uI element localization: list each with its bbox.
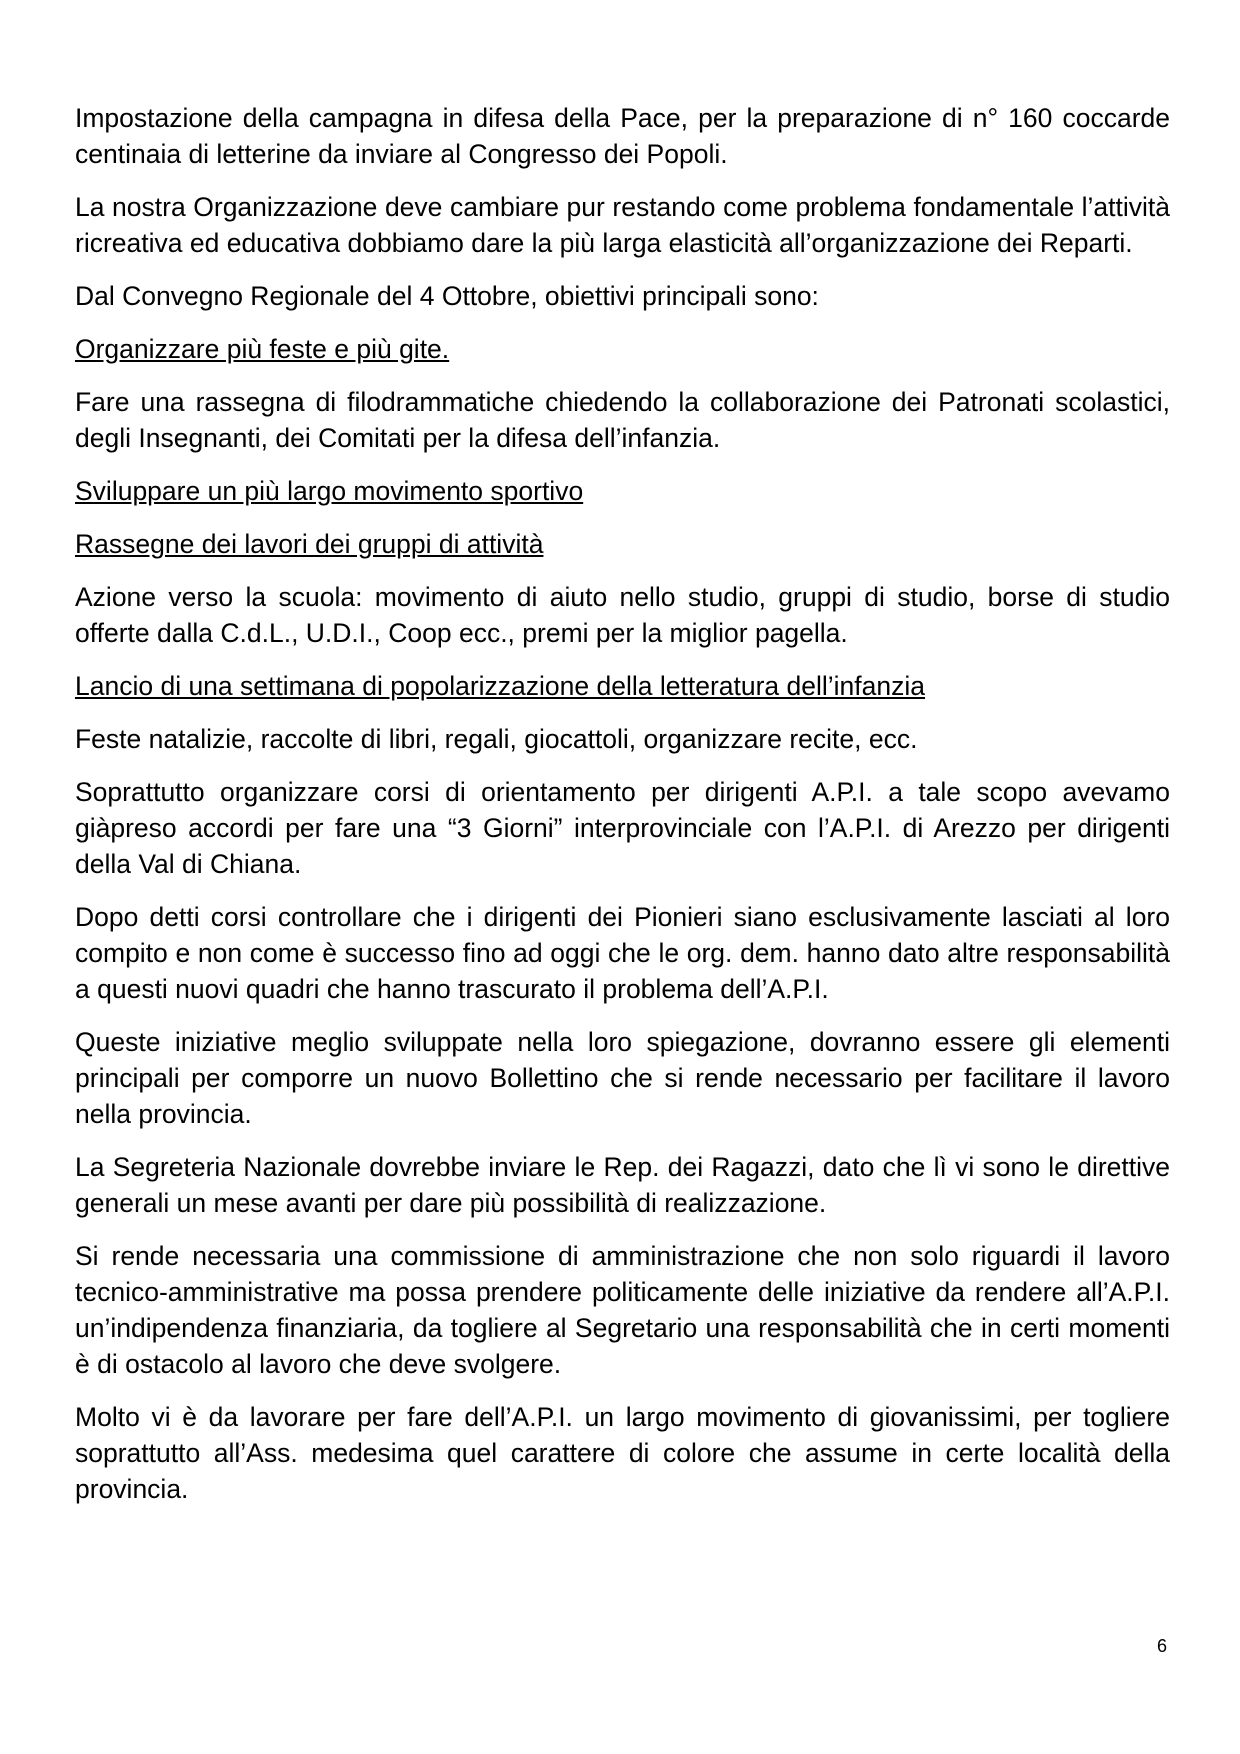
objective-letteratura: Lancio di una settimana di popolarizzazione della letteratura dell’infanzia [75, 671, 926, 701]
paragraph-commissione: Si rende necessaria una commissione di amministrazione che non solo riguardi il lavoro tecnico-amministrative ma possa prendere politicamente delle iniziative da rendere all’A.P.I. un’indipendenza finanziaria, da togliere al Segretario una responsabilità che in certi momenti è di ostacolo al lavoro che deve svolgere. [75, 1241, 1170, 1379]
paragraph-movimento: Molto vi è da lavorare per fare dell’A.P.I. un largo movimento di giovanissimi, per togliere soprattutto all’Ass. medesima quel carattere di colore che assume in certe località della provincia. [75, 1402, 1170, 1504]
paragraph-organization: La nostra Organizzazione deve cambiare pur restando come problema fondamentale l’attività ricreativa ed educativa dobbiamo dare la più larga elasticità all’organizzazione dei Reparti. [75, 192, 1170, 258]
paragraph-feste-natalizie: Feste natalizie, raccolte di libri, regali, giocattoli, organizzare recite, ecc. [75, 724, 918, 754]
paragraph-segreteria: La Segreteria Nazionale dovrebbe inviare le Rep. dei Ragazzi, dato che lì vi sono le direttive generali un mese avanti per dare più possibilità di realizzazione. [75, 1152, 1170, 1218]
paragraph-corsi: Soprattutto organizzare corsi di orientamento per dirigenti A.P.I. a tale scopo avevamo giàpreso accordi per fare una “3 Giorni” interprovinciale con l’A.P.I. di Arezzo per dirigenti della Val di Chiana. [75, 777, 1170, 879]
paragraph-dirigenti: Dopo detti corsi controllare che i dirigenti dei Pionieri siano esclusivamente lasciati al loro compito e non come è successo fino ad oggi che le org. dem. hanno dato altre responsabilità a questi nuovi quadri che hanno trascurato il problema dell’A.P.I. [75, 902, 1170, 1004]
paragraph-scuola: Azione verso la scuola: movimento di aiuto nello studio, gruppi di studio, borse di studio offerte dalla C.d.L., U.D.I., Coop ecc., premi per la miglior pagella. [75, 582, 1170, 648]
objective-sport: Sviluppare un più largo movimento sportivo [75, 476, 584, 506]
objective-rassegne: Rassegne dei lavori dei gruppi di attività [75, 529, 544, 559]
paragraph-filodrammatiche: Fare una rassegna di filodrammatiche chiedendo la collaborazione dei Patronati scolastici, degli Insegnanti, dei Comitati per la difesa dell’infanzia. [75, 387, 1170, 453]
paragraph-peace-campaign: Impostazione della campagna in difesa della Pace, per la preparazione di n° 160 coccarde centinaia di letterine da inviare al Congresso dei Popoli. [75, 103, 1170, 169]
objective-feste-gite: Organizzare più feste e più gite. [75, 334, 450, 364]
paragraph-bollettino: Queste iniziative meglio sviluppate nella loro spiegazione, dovranno essere gli elementi principali per comporre un nuovo Bollettino che si rende necessario per facilitare il lavoro nella provincia. [75, 1027, 1170, 1129]
page-number: 6 [1156, 1636, 1167, 1656]
paragraph-regional-convention: Dal Convegno Regionale del 4 Ottobre, obiettivi principali sono: [75, 281, 819, 311]
document-body [75, 100, 1170, 1524]
